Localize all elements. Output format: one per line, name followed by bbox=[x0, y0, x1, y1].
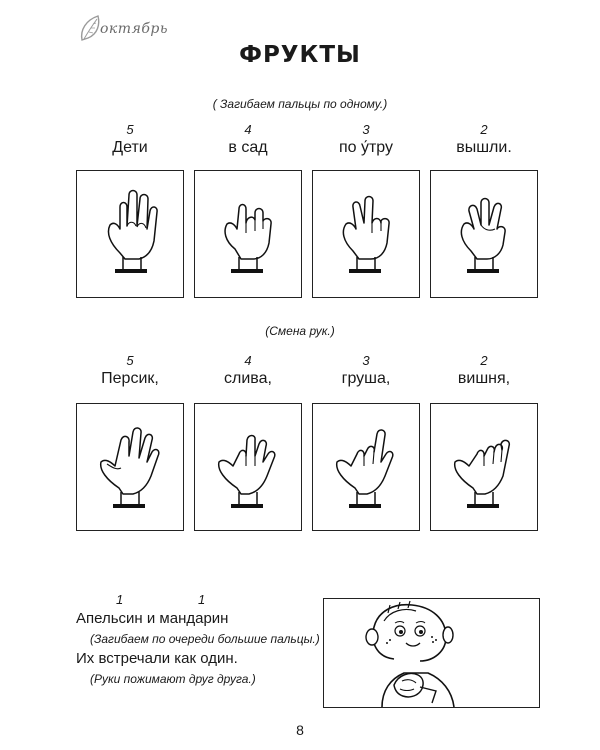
hand-icon bbox=[195, 404, 301, 530]
row1-cell-2 bbox=[194, 122, 302, 161]
page-title: ФРУКТЫ bbox=[239, 42, 361, 68]
finger-number: 5 bbox=[126, 122, 134, 137]
row2-cell-3 bbox=[312, 353, 420, 392]
finger-number: 4 bbox=[244, 122, 252, 137]
hand-frame-r2-3 bbox=[312, 403, 420, 531]
month-header bbox=[76, 12, 166, 46]
hand-frame-r1-4 bbox=[430, 170, 538, 298]
rhyme-final-block bbox=[76, 592, 326, 687]
row1-cell-1 bbox=[76, 122, 184, 161]
note-shake-hands: (Руки пожимают друг друга.) bbox=[90, 672, 256, 686]
note-fold-thumbs: (Загибаем по очереди большие пальцы.) bbox=[90, 632, 320, 646]
hand-icon bbox=[77, 171, 183, 297]
hand-icon bbox=[77, 404, 183, 530]
row2-cell-1 bbox=[76, 353, 184, 392]
rhyme-word: вышли. bbox=[456, 139, 512, 156]
hand-icon bbox=[313, 171, 419, 297]
finger-number: 2 bbox=[480, 122, 488, 137]
rhyme-word: вишня, bbox=[457, 370, 511, 387]
row1-cell-3 bbox=[312, 122, 420, 161]
hand-frame-r1-1 bbox=[76, 170, 184, 298]
rhyme-word: груша, bbox=[341, 370, 391, 387]
hand-icon bbox=[195, 171, 301, 297]
hand-icon bbox=[431, 171, 537, 297]
finger-number: 3 bbox=[362, 122, 370, 137]
finger-number: 3 bbox=[362, 353, 370, 368]
hand-icon bbox=[313, 404, 419, 530]
finger-number: 2 bbox=[480, 353, 488, 368]
hand-frame-r2-4 bbox=[430, 403, 538, 531]
page-number: 8 bbox=[296, 722, 304, 738]
hand-frame-r1-2 bbox=[194, 170, 302, 298]
finger-number: 5 bbox=[126, 353, 134, 368]
hand-icon bbox=[431, 404, 537, 530]
finger-number: 1 bbox=[198, 592, 206, 607]
row2-cell-4 bbox=[430, 353, 538, 392]
rhyme-word: Дети bbox=[112, 139, 148, 156]
instruction-fold-fingers: ( Загибаем пальцы по одному.) bbox=[212, 97, 388, 111]
rhyme-word: в сад bbox=[228, 139, 268, 156]
month-label: октябрь bbox=[100, 21, 168, 37]
child-shaking-hands-icon bbox=[324, 599, 539, 707]
rhyme-line-2: Их встречали как один. bbox=[76, 650, 238, 667]
hand-frame-r2-1 bbox=[76, 403, 184, 531]
finger-number: 1 bbox=[116, 592, 124, 607]
instruction-switch-hands: (Смена рук.) bbox=[265, 324, 335, 338]
rhyme-word: Персик, bbox=[101, 370, 159, 387]
hand-frame-r2-2 bbox=[194, 403, 302, 531]
hand-frame-r1-3 bbox=[312, 170, 420, 298]
row2-cell-2 bbox=[194, 353, 302, 392]
rhyme-word: слива, bbox=[224, 370, 272, 387]
thumb-numbers bbox=[76, 592, 326, 610]
illustration-frame bbox=[323, 598, 540, 708]
finger-number: 4 bbox=[244, 353, 252, 368]
rhyme-word: по у́тру bbox=[338, 139, 394, 156]
rhyme-line-1: Апельсин и мандарин bbox=[76, 610, 229, 627]
row1-cell-4 bbox=[430, 122, 538, 161]
